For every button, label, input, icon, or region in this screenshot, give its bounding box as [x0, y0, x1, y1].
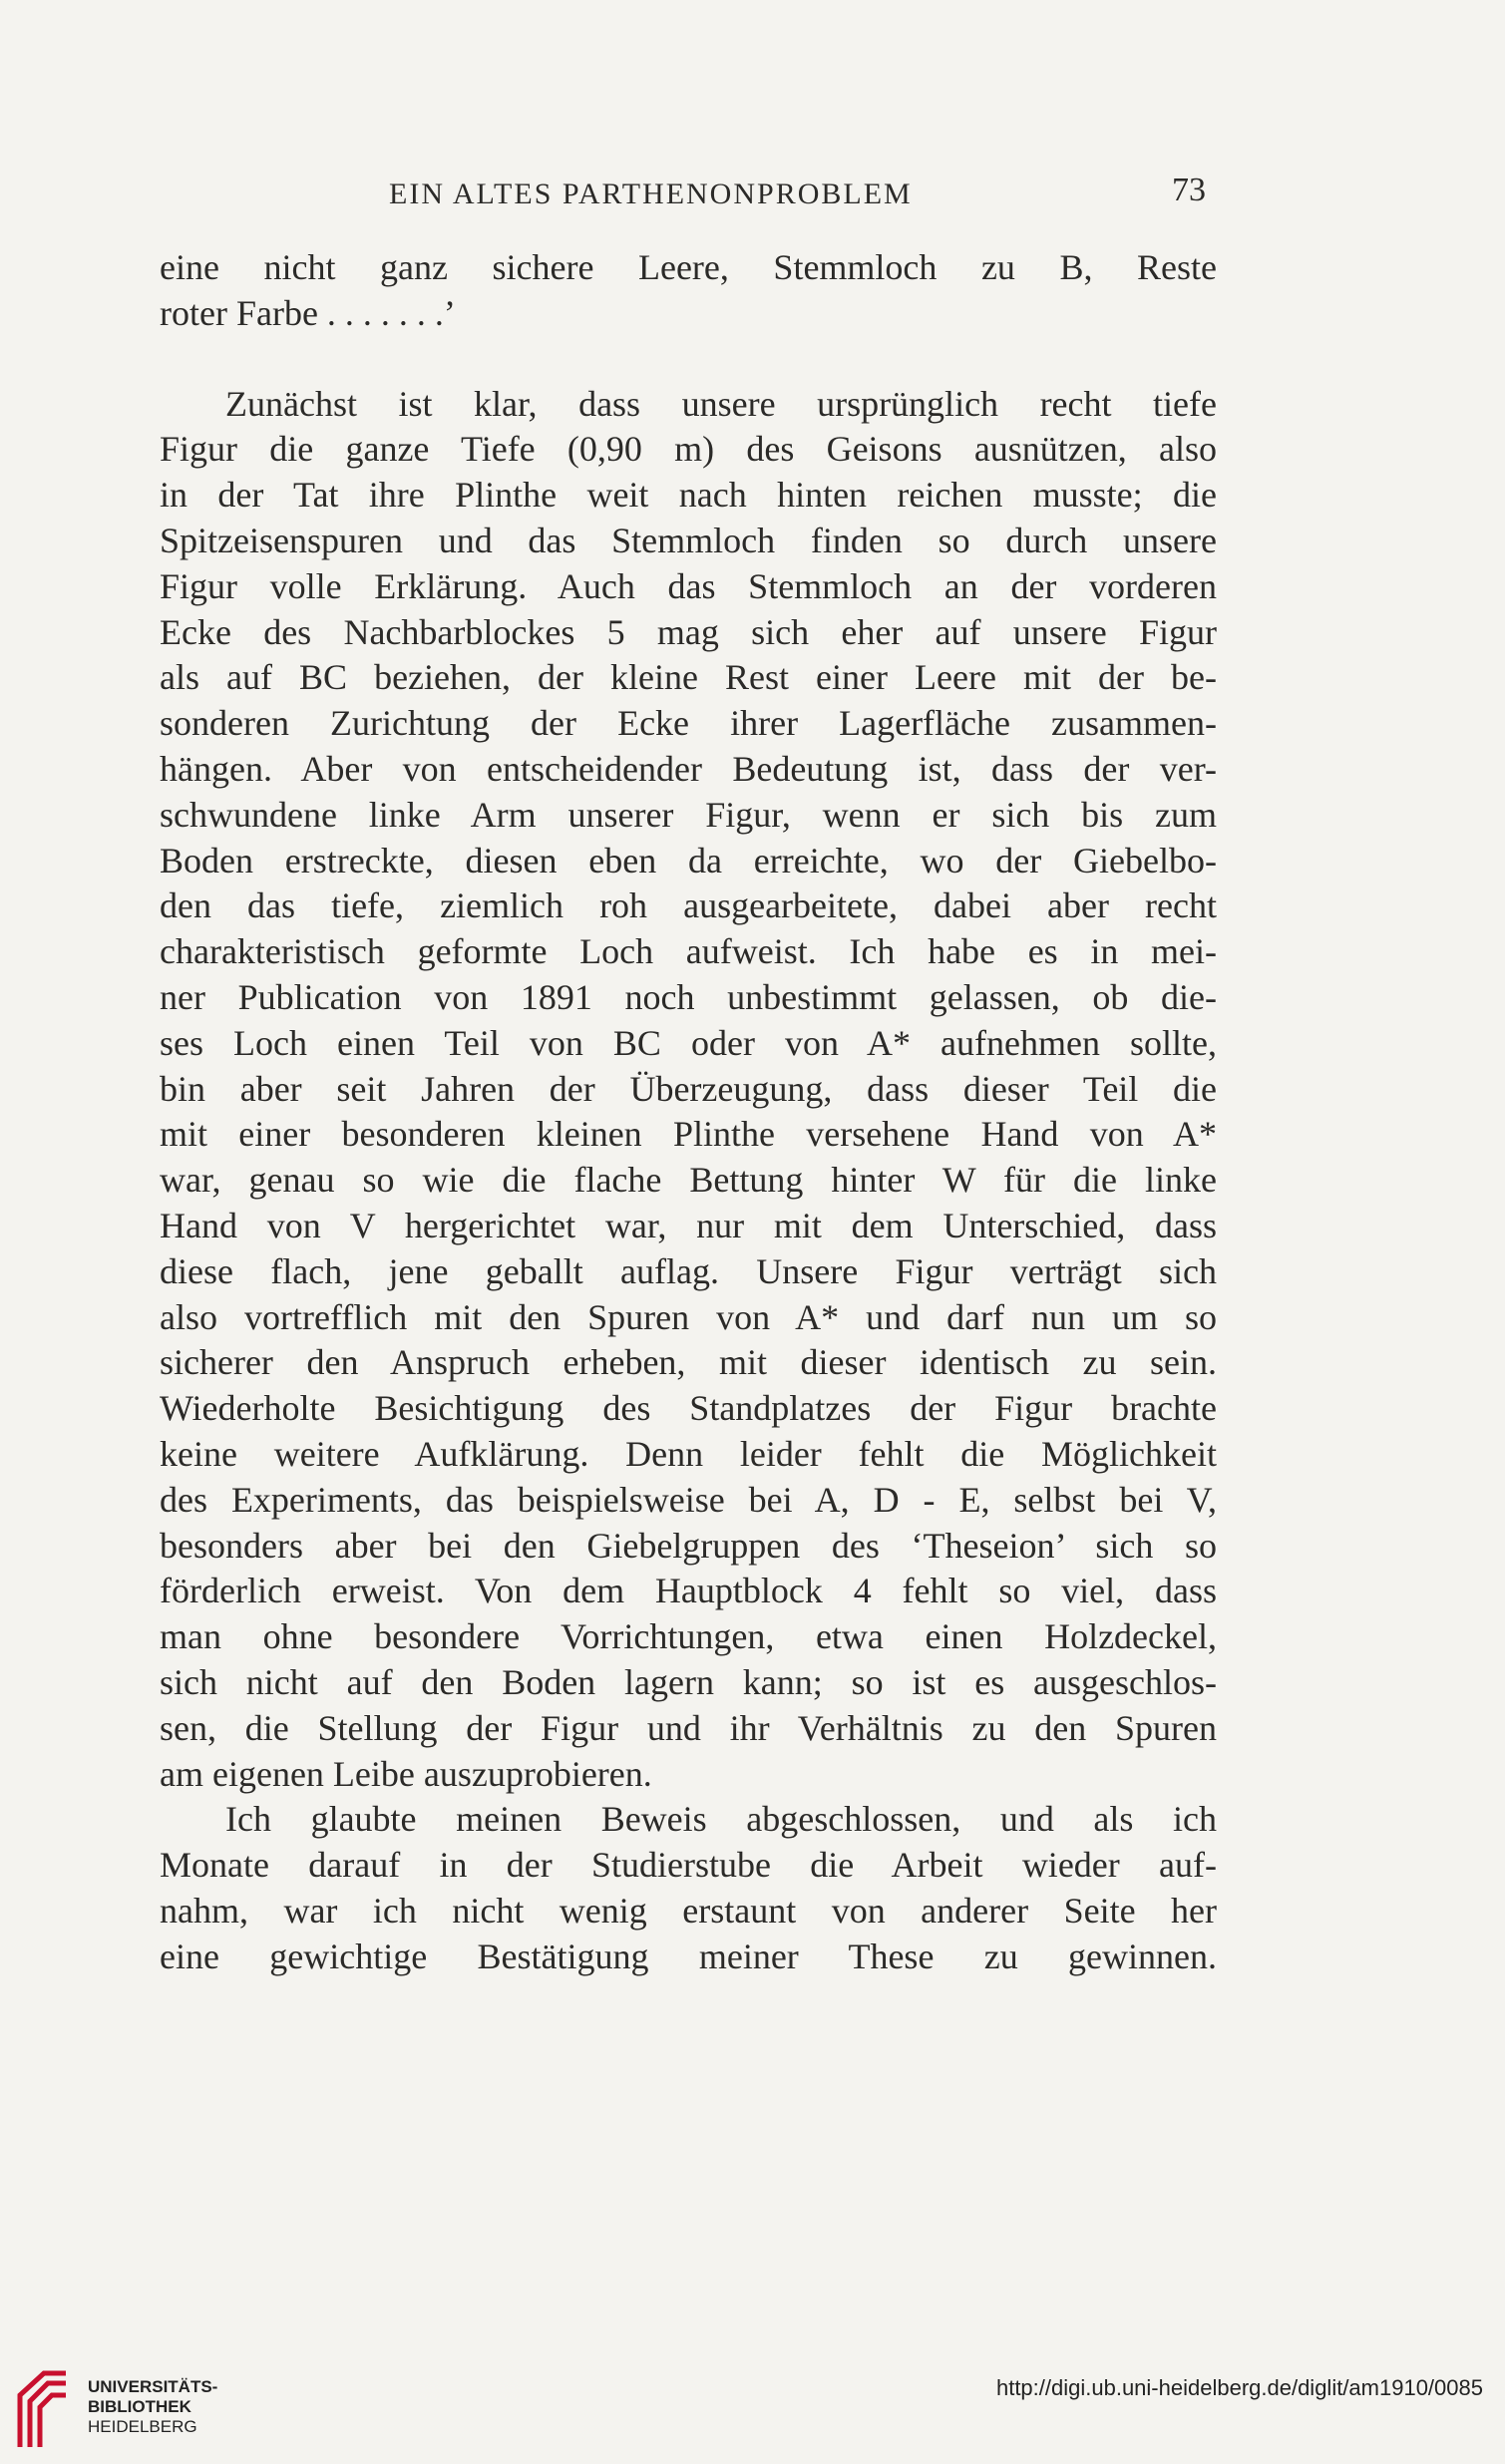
text-line: ner Publication von 1891 noch unbestimmt gelassen, ob die-	[160, 976, 1217, 1017]
text-line: keine weitere Aufklärung. Denn leider fehlt die Möglichkeit	[160, 1433, 1217, 1474]
text-line: Hand von V hergerichtet war, nur mit dem Unterschied, dass	[160, 1205, 1217, 1245]
text-line: Boden erstreckte, diesen eben da erreichte, wo der Giebelbo-	[160, 840, 1217, 880]
library-name-line: BIBLIOTHEK	[88, 2397, 191, 2416]
text-line: charakteristisch geformte Loch aufweist. Ich habe es in mei-	[160, 931, 1217, 972]
library-name	[88, 2377, 217, 2437]
text-line: nahm, war ich nicht wenig erstaunt von anderer Seite her	[160, 1890, 1217, 1931]
text-line: sen, die Stellung der Figur und ihr Verhältnis zu den Spuren	[160, 1707, 1217, 1748]
text-line: bin aber seit Jahren der Überzeugung, dass dieser Teil die	[160, 1068, 1217, 1109]
text-line: den das tiefe, ziemlich roh ausgearbeitete, dabei aber recht	[160, 885, 1217, 926]
text-line: des Experiments, das beispielsweise bei A, D - E, selbst bei V,	[160, 1479, 1217, 1520]
text-line: Monate darauf in der Studierstube die Arbeit wieder auf-	[160, 1845, 1217, 1886]
paragraph-gap	[160, 337, 1217, 382]
text-line: also vortrefflich mit den Spuren von A* und darf nun um so	[160, 1296, 1217, 1337]
text-line: Wiederholte Besichtigung des Standplatzes der Figur brachte	[160, 1388, 1217, 1429]
text-line: ses Loch einen Teil von BC oder von A* aufnehmen sollte,	[160, 1022, 1217, 1063]
text-line: besonders aber bei den Giebelgruppen des ‘Theseion’ sich so	[160, 1525, 1217, 1566]
text-line: sonderen Zurichtung der Ecke ihrer Lagerfläche zusammen-	[160, 703, 1217, 744]
footer	[0, 2359, 1505, 2459]
text-line: in der Tat ihre Plinthe weit nach hinten reichen musste; die	[160, 475, 1217, 516]
library-logo-icon	[14, 2367, 72, 2449]
text-line: mit einer besonderen kleinen Plinthe versehene Hand von A*	[160, 1114, 1217, 1155]
text-line: als auf BC beziehen, der kleine Rest einer Leere mit der be-	[160, 657, 1217, 698]
text-line: war, genau so wie die flache Bettung hinter W für die linke	[160, 1160, 1217, 1201]
running-title: EIN ALTES PARTHENONPROBLEM	[389, 177, 913, 210]
text-line: eine nicht ganz sichere Leere, Stemmloch zu B, Reste	[160, 247, 1217, 287]
text-line: förderlich erweist. Von dem Hauptblock 4 fehlt so viel, dass	[160, 1571, 1217, 1611]
text-line: man ohne besondere Vorrichtungen, etwa einen Holzdeckel,	[160, 1616, 1217, 1657]
text-line: Figur die ganze Tiefe (0,90 m) des Geisons ausnützen, also	[160, 429, 1217, 470]
library-name-line: HEIDELBERG	[88, 2417, 197, 2436]
body-text	[160, 245, 1217, 1979]
text-line: sich nicht auf den Boden lagern kann; so ist es ausgeschlos-	[160, 1661, 1217, 1702]
text-line: schwundene linke Arm unserer Figur, wenn er sich bis zum	[160, 794, 1217, 835]
text-line: Spitzeisenspuren und das Stemmloch finden so durch unsere	[160, 520, 1217, 560]
text-line: diese flach, jene geballt auflag. Unsere Figur verträgt sich	[160, 1250, 1217, 1291]
text-line: am eigenen Leibe auszuprobieren.	[160, 1753, 652, 1794]
text-line: sicherer den Anspruch erheben, mit dieser identisch zu sein.	[160, 1342, 1217, 1383]
text-line: Ecke des Nachbarblockes 5 mag sich eher auf unsere Figur	[160, 611, 1217, 652]
text-line: Zunächst ist klar, dass unsere ursprünglich recht tiefe	[225, 383, 1217, 424]
text-line: Figur volle Erklärung. Auch das Stemmloch an der vorderen	[160, 565, 1217, 606]
text-line: roter Farbe . . . . . . .’	[160, 292, 456, 333]
page-number: 73	[1172, 172, 1206, 208]
text-line: eine gewichtige Bestätigung meiner These zu gewinnen.	[160, 1936, 1217, 1976]
text-line: Ich glaubte meinen Beweis abgeschlossen, und als ich	[225, 1799, 1217, 1840]
source-url-link[interactable]: http://digi.ub.uni-heidelberg.de/diglit/am1910/0085	[995, 2375, 1483, 2400]
text-line: hängen. Aber von entscheidender Bedeutung ist, dass der ver-	[160, 748, 1217, 789]
library-name-line: UNIVERSITÄTS-	[88, 2377, 218, 2396]
